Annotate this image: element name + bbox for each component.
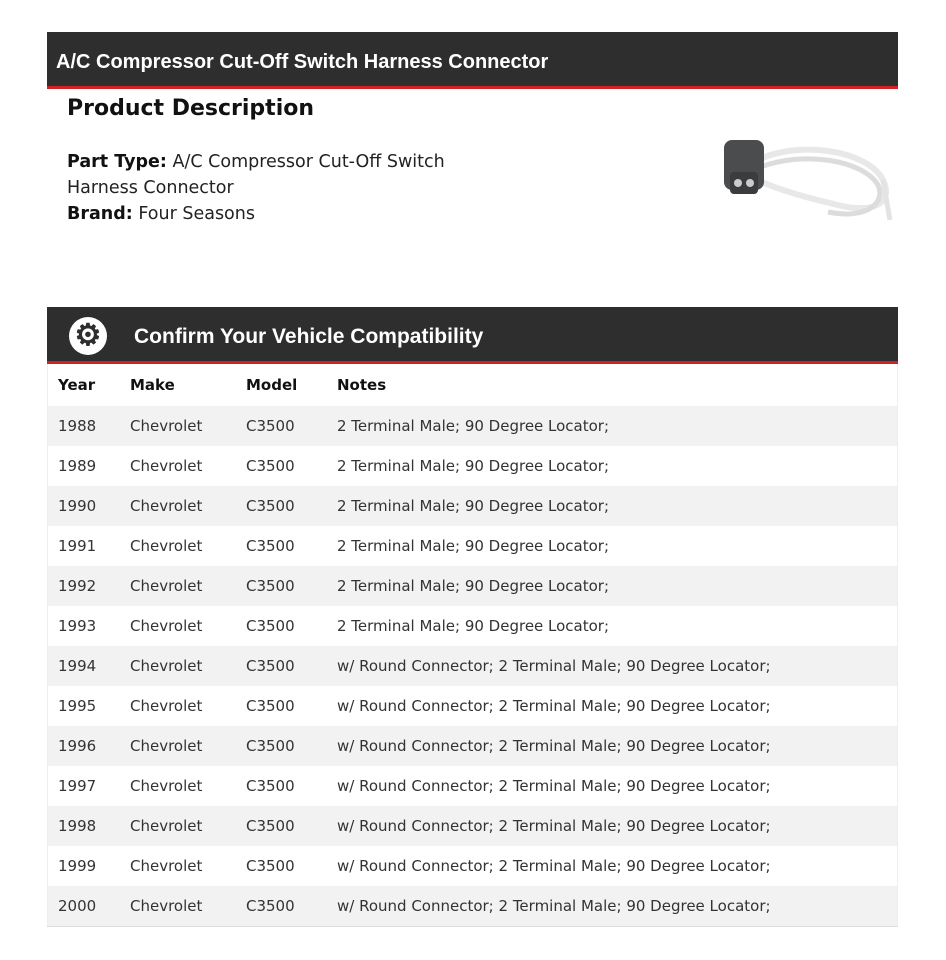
cell-year: 2000 (58, 897, 97, 915)
column-header-year: Year (58, 376, 96, 394)
table-row (48, 886, 898, 927)
cell-year: 1988 (58, 417, 97, 435)
cell-model: C3500 (246, 497, 295, 515)
column-header-model: Model (246, 376, 298, 394)
table-row (48, 606, 898, 646)
cell-make: Chevrolet (130, 737, 203, 755)
cell-make: Chevrolet (130, 897, 203, 915)
table-row (48, 766, 898, 806)
cell-year: 1994 (58, 657, 97, 675)
cell-year: 1991 (58, 537, 97, 555)
cell-notes: 2 Terminal Male; 90 Degree Locator; (337, 417, 610, 435)
compatibility-table (47, 364, 898, 927)
table-row (48, 686, 898, 726)
brand-label: Brand: (67, 204, 133, 224)
cell-model: C3500 (246, 537, 295, 555)
product-title: A/C Compressor Cut-Off Switch Harness Connector (56, 51, 549, 73)
cell-year: 1998 (58, 817, 97, 835)
cell-notes: 2 Terminal Male; 90 Degree Locator; (337, 577, 610, 595)
column-header-make: Make (130, 376, 175, 394)
compatibility-header (47, 307, 898, 364)
product-description (67, 149, 487, 227)
cell-make: Chevrolet (130, 457, 203, 475)
table-row (48, 406, 898, 446)
cell-make: Chevrolet (130, 697, 203, 715)
cell-notes: w/ Round Connector; 2 Terminal Male; 90 Degree Locator; (337, 737, 771, 755)
table-row (48, 846, 898, 886)
cell-make: Chevrolet (130, 657, 203, 675)
cell-make: Chevrolet (130, 497, 203, 515)
table-row (48, 446, 898, 486)
cell-notes: 2 Terminal Male; 90 Degree Locator; (337, 497, 610, 515)
product-image (718, 120, 898, 260)
cell-model: C3500 (246, 817, 295, 835)
cell-model: C3500 (246, 617, 295, 635)
compatibility-title: Confirm Your Vehicle Compatibility (134, 325, 484, 348)
cell-year: 1997 (58, 777, 97, 795)
cell-model: C3500 (246, 657, 295, 675)
description-heading: Product Description (67, 96, 315, 121)
cell-notes: 2 Terminal Male; 90 Degree Locator; (337, 537, 610, 555)
table-row (48, 806, 898, 846)
cell-year: 1989 (58, 457, 97, 475)
gear-icon: ⚙ (69, 317, 107, 355)
cell-notes: 2 Terminal Male; 90 Degree Locator; (337, 457, 610, 475)
cell-model: C3500 (246, 577, 295, 595)
cell-make: Chevrolet (130, 417, 203, 435)
cell-notes: w/ Round Connector; 2 Terminal Male; 90 Degree Locator; (337, 657, 771, 675)
cell-model: C3500 (246, 737, 295, 755)
table-header-row (48, 364, 898, 406)
cell-year: 1995 (58, 697, 97, 715)
cell-year: 1993 (58, 617, 97, 635)
cell-model: C3500 (246, 777, 295, 795)
cell-model: C3500 (246, 697, 295, 715)
cell-model: C3500 (246, 857, 295, 875)
cell-notes: w/ Round Connector; 2 Terminal Male; 90 Degree Locator; (337, 777, 771, 795)
cell-year: 1996 (58, 737, 97, 755)
cell-make: Chevrolet (130, 577, 203, 595)
cell-year: 1992 (58, 577, 97, 595)
cell-make: Chevrolet (130, 617, 203, 635)
column-header-notes: Notes (337, 376, 387, 394)
cell-make: Chevrolet (130, 857, 203, 875)
cell-notes: w/ Round Connector; 2 Terminal Male; 90 Degree Locator; (337, 817, 771, 835)
product-title-bar (47, 32, 898, 89)
part-type-label: Part Type: (67, 152, 167, 172)
cell-model: C3500 (246, 457, 295, 475)
cell-notes: w/ Round Connector; 2 Terminal Male; 90 Degree Locator; (337, 857, 771, 875)
brand-value: Four Seasons (138, 204, 255, 224)
cell-model: C3500 (246, 897, 295, 915)
cell-year: 1999 (58, 857, 97, 875)
cell-model: C3500 (246, 417, 295, 435)
table-row (48, 646, 898, 686)
part-type-value: A/C Compressor Cut-Off Switch Harness Connector (67, 152, 445, 198)
table-row (48, 526, 898, 566)
cell-make: Chevrolet (130, 817, 203, 835)
cell-notes: w/ Round Connector; 2 Terminal Male; 90 Degree Locator; (337, 697, 771, 715)
cell-notes: w/ Round Connector; 2 Terminal Male; 90 Degree Locator; (337, 897, 771, 915)
cell-make: Chevrolet (130, 537, 203, 555)
table-row (48, 486, 898, 526)
cell-year: 1990 (58, 497, 97, 515)
table-row (48, 566, 898, 606)
cell-make: Chevrolet (130, 777, 203, 795)
table-row (48, 726, 898, 766)
cell-notes: 2 Terminal Male; 90 Degree Locator; (337, 617, 610, 635)
